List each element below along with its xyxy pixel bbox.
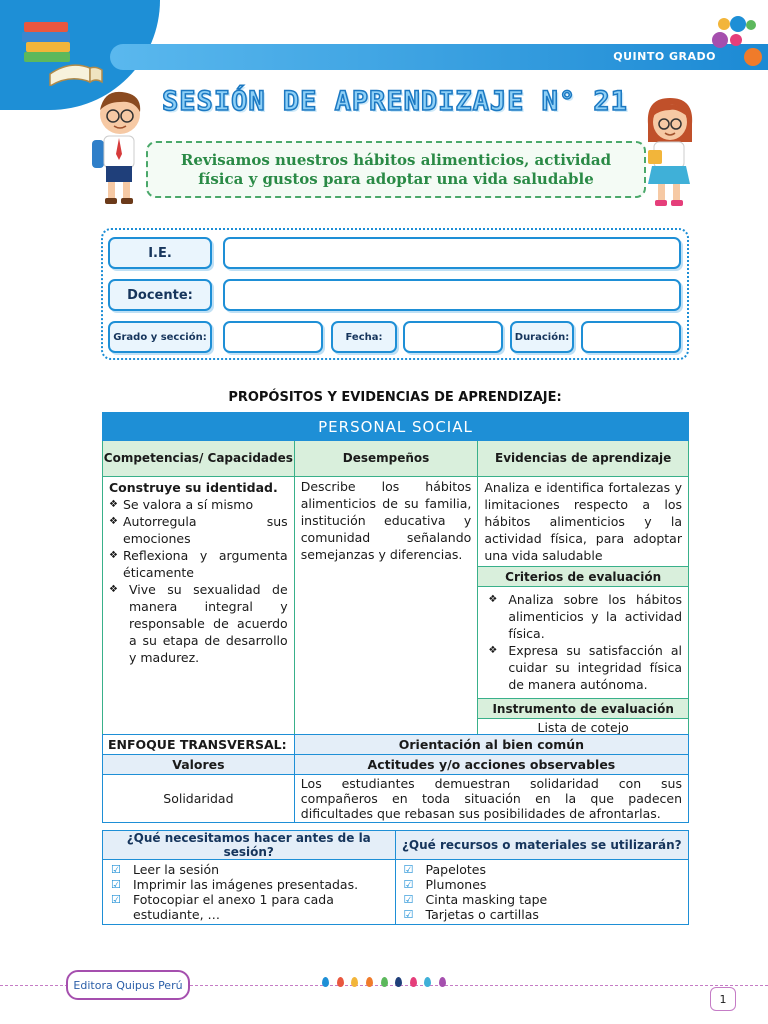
actions-header: Actitudes y/o acciones observables xyxy=(294,755,688,775)
list-item: ☑ Imprimir las imágenes presentadas. xyxy=(109,877,389,892)
list-item: ☑ Leer la sesión xyxy=(109,862,389,877)
approach-name: Orientación al bien común xyxy=(294,735,688,755)
session-subtitle-box xyxy=(146,141,646,198)
instrument-cell: Lista de cotejo xyxy=(478,719,689,737)
materials-header: ¿Qué recursos o materiales se utilizarán? xyxy=(395,831,688,860)
duracion-field[interactable] xyxy=(581,321,681,353)
ie-label: I.E. xyxy=(108,237,212,269)
grado-label: Grado y sección: xyxy=(108,321,212,353)
column-header-evidence: Evidencias de aprendizaje xyxy=(478,441,689,477)
list-item: ☑ Plumones xyxy=(402,877,682,892)
page-title: SESIÓN DE APRENDIZAJE N° 21 xyxy=(162,86,628,117)
ie-field[interactable] xyxy=(223,237,681,269)
instrument-header: Instrumento de evaluación xyxy=(478,699,689,719)
docente-field[interactable] xyxy=(223,279,681,311)
fecha-label: Fecha: xyxy=(331,321,397,353)
footer-decoration xyxy=(322,977,446,993)
area-title: PERSONAL SOCIAL xyxy=(103,413,689,441)
action-cell: Los estudiantes demuestran solidaridad con sus compañeros en toda situación en la que padecen dificultades que rebasan sus posibilidades de afrontarlas. xyxy=(294,775,688,823)
before-session-cell xyxy=(103,860,396,925)
page-number: 1 xyxy=(710,987,736,1011)
evidence-cell: Analiza e identifica fortalezas y limitaciones respecto a los hábitos alimenticios y la actividad física, para adoptar una vida saludable xyxy=(478,477,689,567)
value-cell: Solidaridad xyxy=(103,775,295,823)
list-item: ☑ Tarjetas o cartillas xyxy=(402,907,682,922)
column-header-performance: Desempeños xyxy=(294,441,478,477)
books-icon xyxy=(20,16,104,86)
list-item: ❖ Vive su sexualidad de manera integral y responsable de acuerdo a su etapa de desarrollo y madurez. xyxy=(109,581,288,666)
criteria-cell xyxy=(478,587,689,699)
boy-illustration xyxy=(90,90,148,212)
girl-illustration xyxy=(640,94,698,214)
section-title: PROPÓSITOS Y EVIDENCIAS DE APRENDIZAJE: xyxy=(228,390,562,405)
list-item: ❖ Autorregula sus emociones xyxy=(109,513,288,547)
values-header: Valores xyxy=(103,755,295,775)
performance-cell: Describe los hábitos alimenticios de su familia, institución educativa y comunidad señalando semejanzas y diferencias. xyxy=(294,477,478,737)
list-item: ❖ Analiza sobre los hábitos alimenticios y la actividad física. xyxy=(488,591,682,642)
duracion-label: Duración: xyxy=(510,321,574,353)
competency-title: Construye su identidad. xyxy=(109,480,278,495)
materials-list xyxy=(396,860,688,924)
list-item: ☑ Fotocopiar el anexo 1 para cada estudiante, … xyxy=(109,892,389,922)
before-session-header: ¿Qué necesitamos hacer antes de la sesión? xyxy=(103,831,396,860)
grado-field[interactable] xyxy=(223,321,323,353)
before-session-list xyxy=(103,860,395,924)
grade-label: QUINTO GRADO xyxy=(613,50,716,63)
decorative-dots xyxy=(708,14,758,70)
criteria-header: Criterios de evaluación xyxy=(478,567,689,587)
list-item: ☑ Papelotes xyxy=(402,862,682,877)
list-item: ❖ Reflexiona y argumenta éticamente xyxy=(109,547,288,581)
transversal-approach-table xyxy=(102,734,689,823)
docente-label: Docente: xyxy=(108,279,212,311)
list-item: ☑ Cinta masking tape xyxy=(402,892,682,907)
list-item: ❖ Se valora a sí mismo xyxy=(109,496,288,513)
approach-label: ENFOQUE TRANSVERSAL: xyxy=(103,735,295,755)
capacities-list xyxy=(109,496,288,666)
preparation-table xyxy=(102,830,689,925)
fecha-field[interactable] xyxy=(403,321,503,353)
purposes-table xyxy=(102,412,689,737)
column-header-competencies: Competencias/ Capacidades xyxy=(103,441,295,477)
criteria-list xyxy=(484,591,682,693)
publisher-badge: Editora Quipus Perú xyxy=(66,970,190,1000)
competencies-cell xyxy=(103,477,295,737)
materials-cell xyxy=(395,860,688,925)
session-subtitle: Revisamos nuestros hábitos alimenticios, actividad física y gustos para adoptar una vida saludable xyxy=(180,150,612,188)
list-item: ❖ Expresa su satisfacción al cuidar su integridad física de manera autónoma. xyxy=(488,642,682,693)
